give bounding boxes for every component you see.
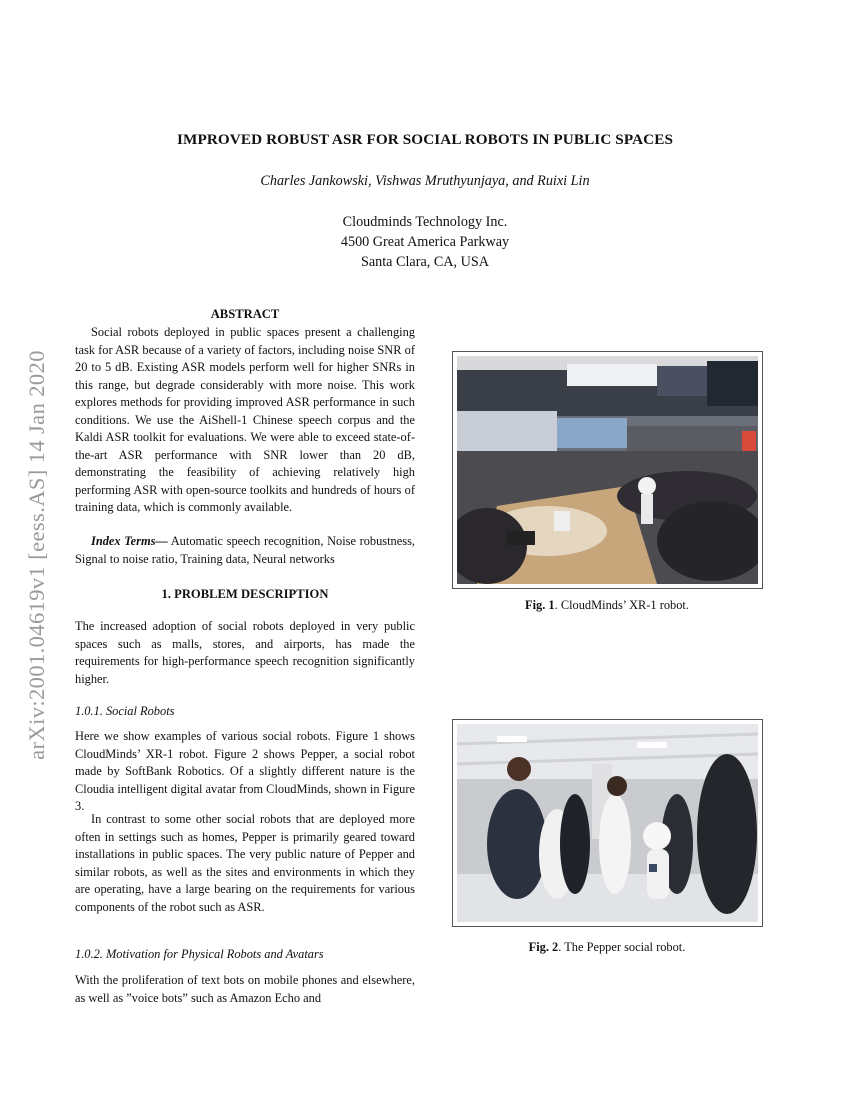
paper-title: IMPROVED ROBUST ASR FOR SOCIAL ROBOTS IN PUBLIC SPACES (177, 131, 673, 148)
abstract-text: Social robots deployed in public spaces present a challenging task for ASR because of a variety of factors, including noise SNR of 20 to 5 dB. Existing ASR models perform well for higher SNRs in this range, but degrade considerably with more noise. This work explores methods for providing improved ASR performance in such conditions. We use the AiShell-1 Chinese speech corpus and the Kaldi ASR toolkit for evaluations. We were able to exceed state-of-the-art ASR performance with SNR lower than 20 dB, demonstrating the feasibility of achieving relatively high performing ASR with open-source toolkits and hundreds of hours of training data, which is commonly available. (75, 325, 415, 514)
author-list: Charles Jankowski, Vishwas Mruthyunjaya, and Ruixi Lin (260, 173, 590, 189)
paragraph: In contrast to some other social robots that are deployed more often in settings such as homes, Pepper is primarily geared toward installations in public spaces. The very public nature of Pepper and similar robots, as well as the sites and environments in which they are operating, have a large bearing on the requirements for various components of the robot such as ASR. (75, 812, 415, 914)
index-terms-text: Automatic speech recognition, Noise robustness, Signal to noise ratio, Training data, Neural networks (75, 534, 415, 566)
index-terms (75, 533, 415, 568)
index-terms-label: Index Terms— (91, 534, 168, 548)
figure-2-photo (457, 724, 758, 922)
paragraph: Here we show examples of various social robots. Figure 1 shows CloudMinds’ XR-1 robot. Figure 2 shows Pepper, a social robot made by SoftBank Robotics. Of a slightly different nature is the Cloudia intelligent digital avatar from CloudMinds, shown in Figure 3. (75, 729, 415, 813)
arxiv-id: arXiv:2001.04619v1 [eess.AS] 14 Jan 2020 (24, 350, 49, 760)
figure-1-photo (457, 356, 758, 584)
subsection-heading: 1.0.1. Social Robots (75, 704, 175, 718)
caption-text: . CloudMinds’ XR-1 robot. (554, 598, 689, 612)
affiliation-line: Santa Clara, CA, USA (360, 254, 490, 270)
section-heading: 1. PROBLEM DESCRIPTION (161, 587, 329, 601)
section-text: The increased adoption of social robots deployed in very public spaces such as malls, stores, and airports, has made the requirements for high-performance speech recognition significantly higher. (75, 619, 415, 686)
figure-label: Fig. 2 (528, 940, 559, 954)
arxiv-sidebar (22, 290, 52, 820)
figure-2-caption (452, 940, 762, 955)
paragraph: With the proliferation of text bots on mobile phones and elsewhere, as well as ”voice bots” such as Amazon Echo and (75, 973, 415, 1005)
figure-label: Fig. 1 (525, 598, 555, 612)
affiliation-line: Cloudminds Technology Inc. (342, 214, 508, 230)
affiliation (0, 212, 850, 272)
figure-1-caption (452, 598, 762, 613)
affiliation-line: 4500 Great America Parkway (340, 234, 510, 250)
figure-1 (452, 351, 763, 589)
abstract-heading: ABSTRACT (210, 307, 280, 321)
figure-2 (452, 719, 763, 927)
subsection-heading: 1.0.2. Motivation for Physical Robots and Avatars (75, 947, 324, 961)
caption-text: . The Pepper social robot. (558, 940, 686, 954)
